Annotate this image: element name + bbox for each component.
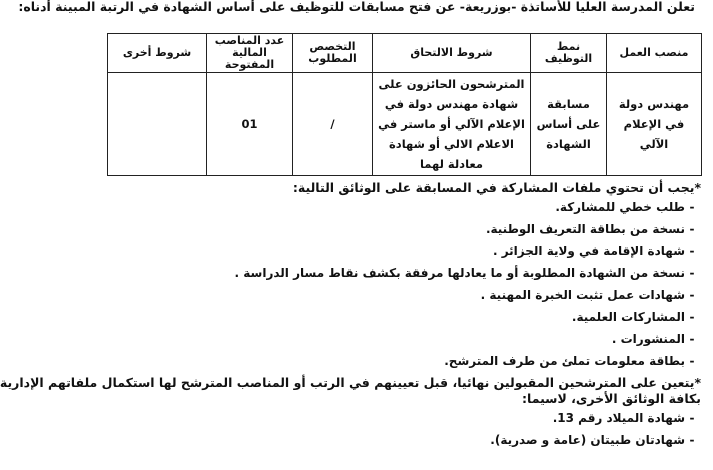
additional-documents-list	[490, 407, 699, 451]
paragraph-line: *يتعين على المترشحين المقبولين نهائيا، قبل تعيينهم في الرتب أو المناصب المترشح لها استكمال ملفاتهم الإدارية	[0, 375, 701, 390]
cell-job-post: مهندس دولة في الإعلام الآلي	[607, 73, 702, 176]
cell-other-conditions	[108, 73, 207, 176]
paragraph-line: بكافة الوثائق الأخرى، لاسيما:	[522, 391, 701, 406]
bullet-icon: -	[689, 411, 695, 425]
list-item: -المشاركات العلمية.	[235, 306, 699, 328]
list-item: -شهادة الإقامة في ولاية الجزائر .	[235, 240, 699, 262]
list-item: -شهادة الميلاد رقم 13.	[490, 407, 699, 429]
list-item: -المنشورات .	[235, 328, 699, 350]
recruitment-table	[107, 33, 702, 176]
documents-title: *يجب أن تحتوي ملفات المشاركة في المسابقة على الوثائق التالية:	[292, 180, 701, 195]
cell-admission-conditions: المترشحون الحائزون على شهادة مهندس دولة في الإعلام الآلي أو ماستر في الاعلام الالي أو شهادة معادلة لهما	[373, 73, 531, 176]
documents-list	[235, 196, 699, 372]
bullet-icon: -	[689, 266, 695, 280]
header-job-post: منصب العمل	[607, 34, 702, 73]
announcement-header: تعلن المدرسة العليا للأساتذة -بوزريعة- عن فتح مسابقات للتوظيف على أساس الشهادة في الرتبة المبينة أدناه:	[18, 0, 695, 14]
list-item: -طلب خطي للمشاركة.	[235, 196, 699, 218]
successful-candidates-paragraph	[0, 375, 701, 407]
list-item: -نسخة من الشهادة المطلوبة أو ما يعادلها مرفقة بكشف نقاط مسار الدراسة .	[235, 262, 699, 284]
cell-open-positions: 01	[207, 73, 293, 176]
table-row	[108, 73, 702, 176]
header-open-positions: عدد المناصب المالية المفتوحة	[207, 34, 293, 73]
bullet-icon: -	[689, 433, 695, 447]
bullet-icon: -	[689, 288, 695, 302]
header-required-specialty: التخصص المطلوب	[293, 34, 373, 73]
bullet-icon: -	[689, 222, 695, 236]
bullet-icon: -	[689, 332, 695, 346]
bullet-icon: -	[689, 354, 695, 368]
list-item: -نسخة من بطاقة التعريف الوطنية.	[235, 218, 699, 240]
header-other-conditions: شروط أخرى	[108, 34, 207, 73]
list-item: -شهادتان طبيتان (عامة و صدرية).	[490, 429, 699, 451]
bullet-icon: -	[689, 310, 695, 324]
header-recruitment-mode: نمط التوظيف	[531, 34, 607, 73]
bullet-icon: -	[689, 200, 695, 214]
bullet-icon: -	[689, 244, 695, 258]
cell-recruitment-mode: مسابقة على أساس الشهادة	[531, 73, 607, 176]
header-admission-conditions: شروط الالتحاق	[373, 34, 531, 73]
list-item: -شهادات عمل تثبت الخبرة المهنية .	[235, 284, 699, 306]
table-header-row	[108, 34, 702, 73]
cell-required-specialty: /	[293, 73, 373, 176]
list-item: -بطاقة معلومات تملئ من طرف المترشح.	[235, 350, 699, 372]
